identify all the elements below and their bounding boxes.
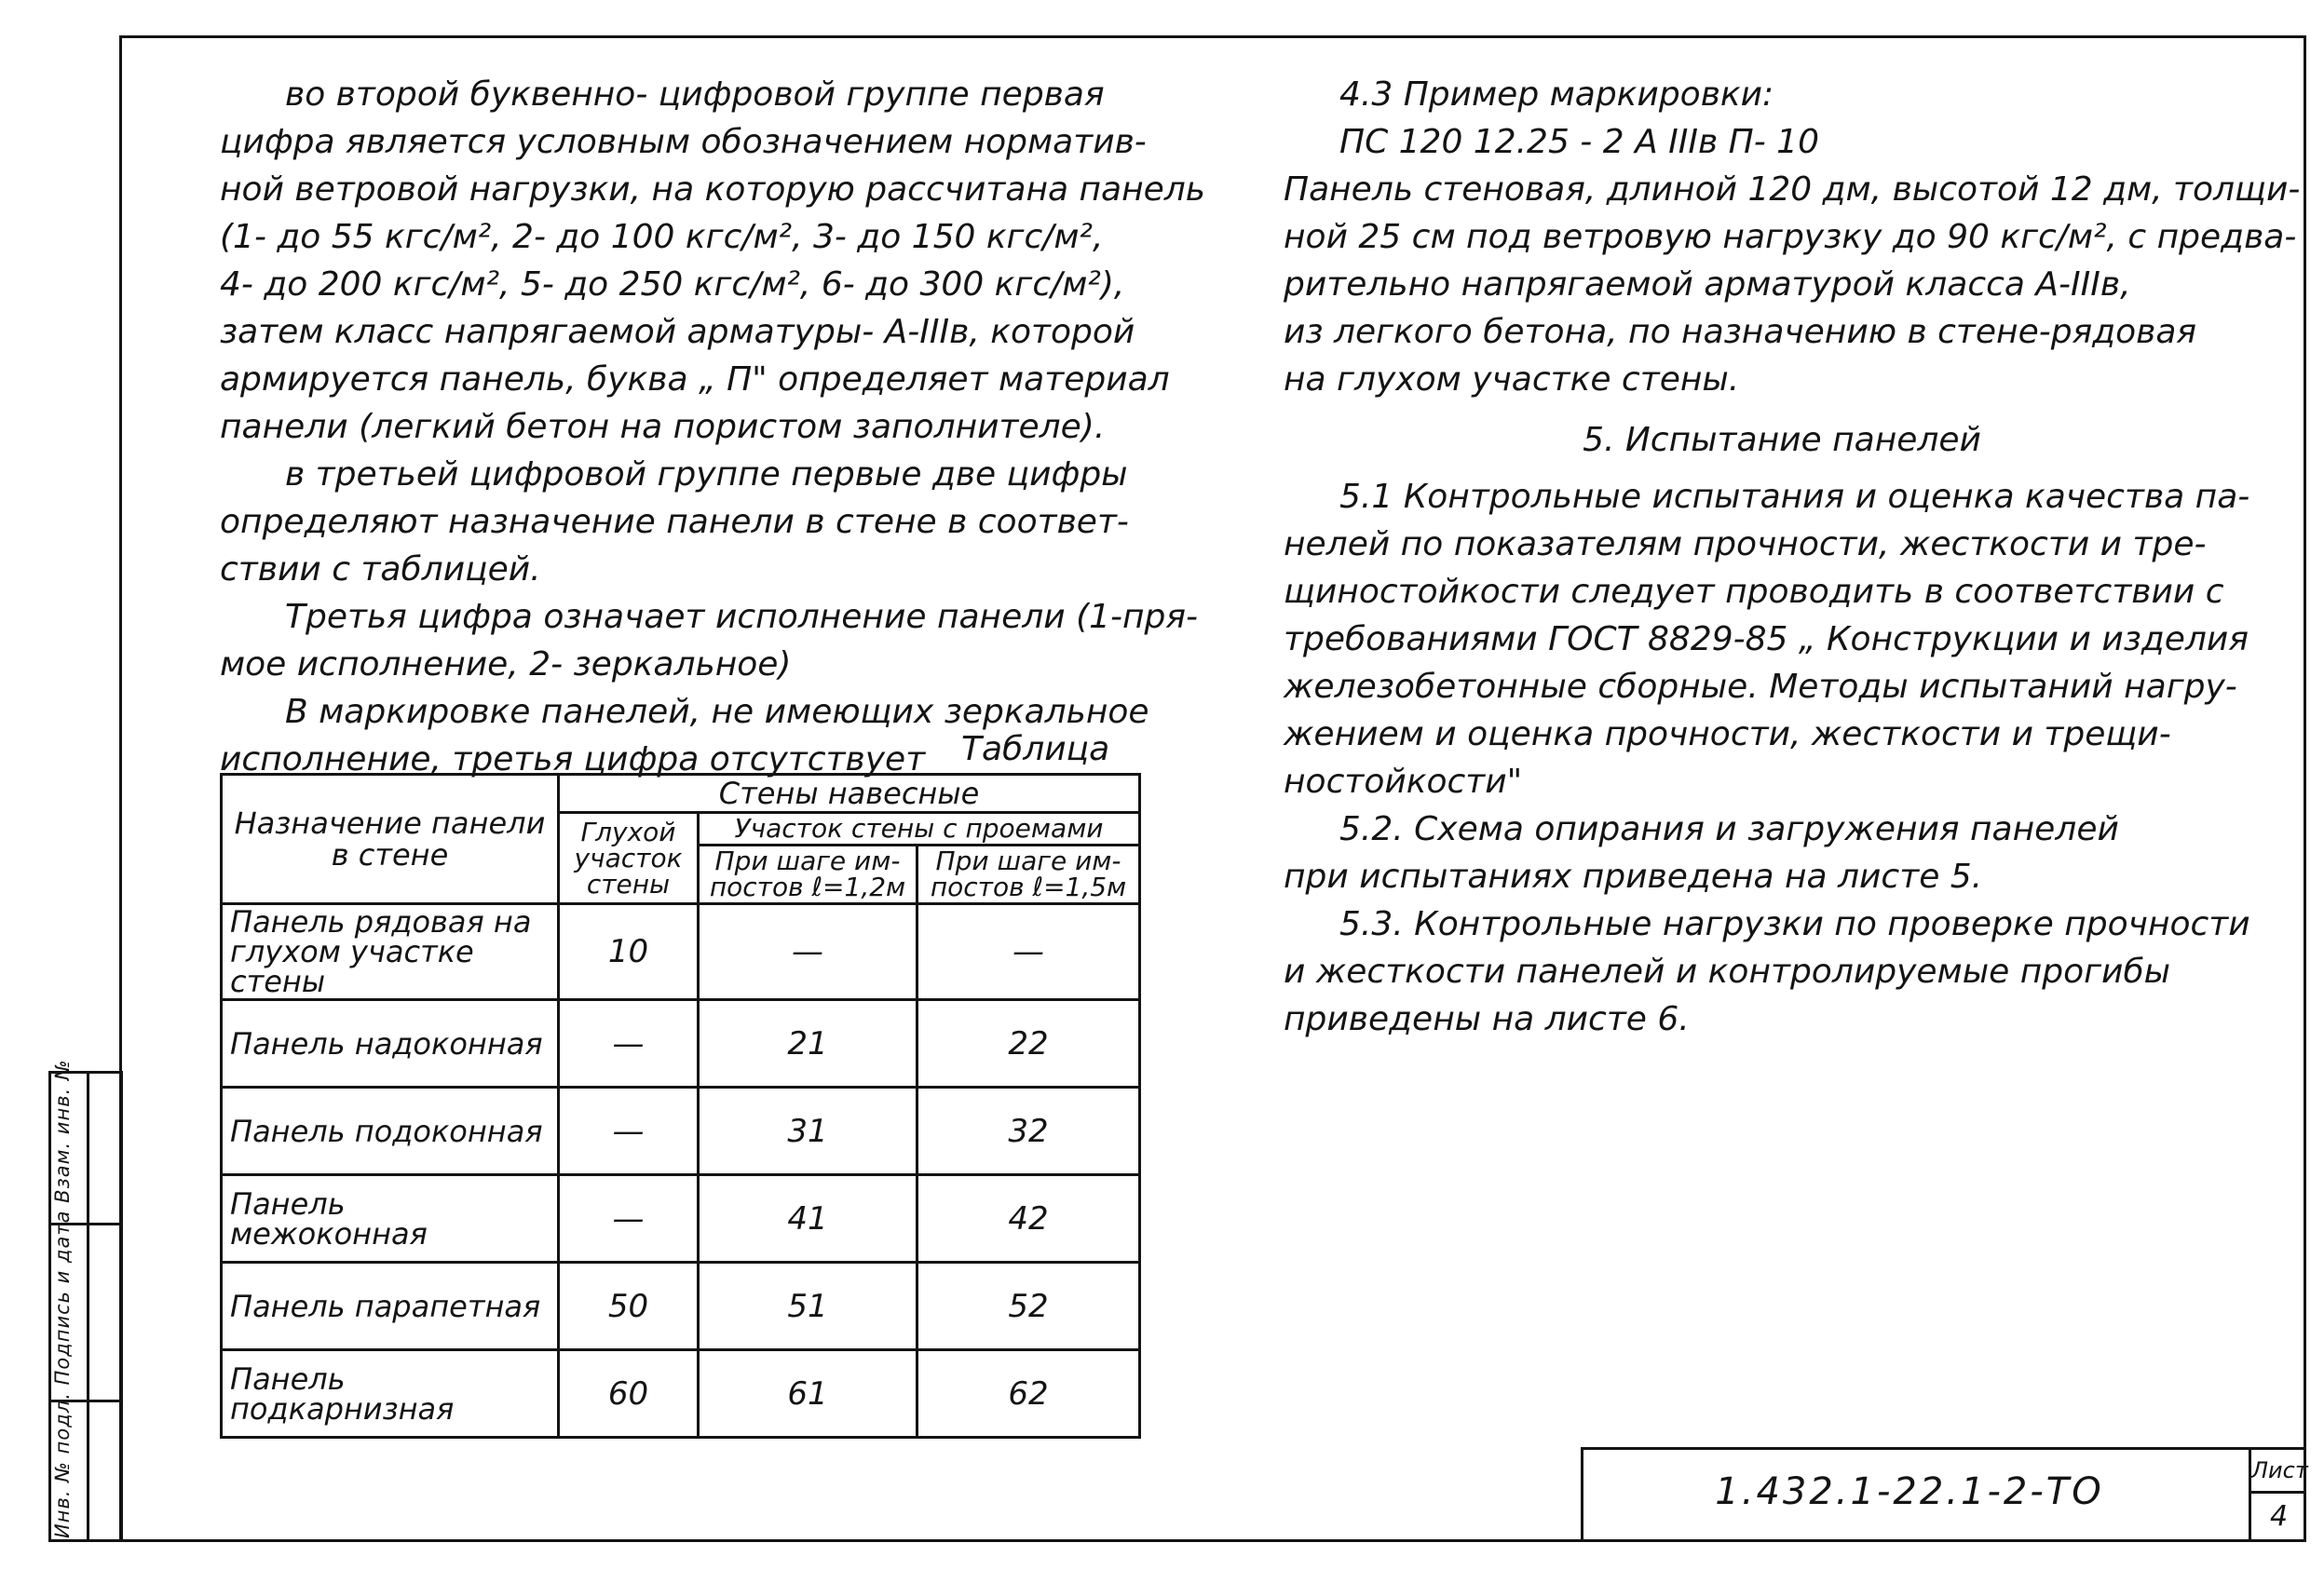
sheet-label: Лист [2251, 1450, 2306, 1494]
row-blind: 10 [559, 904, 699, 1000]
text-line: требованиями ГОСТ 8829-85 „ Конструкции и изделия [1284, 620, 2249, 658]
head-openings: Участок стены с проемами [699, 813, 1140, 846]
sheet-number: 4 [2269, 1500, 2289, 1533]
row-name: Панель рядовая на глухом участке стены [222, 904, 559, 1000]
title-block [1581, 1447, 2306, 1542]
panel-purpose-table [220, 773, 1141, 1439]
text-line: во второй буквенно- цифровой группе первая [285, 75, 1105, 114]
text-line: ной 25 см под ветровую нагрузку до 90 кгс/м², с предва- [1284, 218, 2297, 256]
text-line: ной ветровой нагрузки, на которую рассчитана панель [220, 170, 1205, 209]
row-step-12: 21 [699, 1000, 917, 1088]
row-blind: — [559, 1088, 699, 1175]
head-purpose: Назначение панели в стене [222, 775, 559, 904]
side-stamp-text: Инв. № подл. Подпись и дата Взам. инв. № [51, 1059, 74, 1538]
head-blind: Глухой участок стены [559, 813, 699, 904]
text-line: мое исполнение, 2- зеркальное) [220, 645, 792, 683]
text-line: Третья цифра означает исполнение панели (1-пря- [285, 598, 1199, 636]
text-line: приведены на листе 6. [1284, 1000, 1690, 1038]
table-row [222, 1000, 1140, 1088]
row-step-12: 61 [699, 1350, 917, 1438]
text-line: 5.1 Контрольные испытания и оценка качества па- [1339, 478, 2250, 516]
row-step-15: 52 [917, 1263, 1140, 1350]
row-blind: 60 [559, 1350, 699, 1438]
text-line: в третьей цифровой группе первые две цифры [285, 455, 1128, 494]
text-line: 4- до 200 кгс/м², 5- до 250 кгс/м², 6- до 300 кгс/м²), [220, 265, 1125, 304]
head-step-15: При шаге им-постов ℓ=1,5м [917, 846, 1140, 904]
table-row [222, 904, 1140, 1000]
text-line: и жесткости панелей и контролируемые прогибы [1284, 953, 2171, 991]
table-row [222, 1175, 1140, 1263]
text-line: 5.3. Контрольные нагрузки по проверке прочности [1339, 905, 2250, 943]
text-line: 5.2. Схема опирания и загружения панелей [1339, 810, 2119, 848]
text-line: нелей по показателям прочности, жесткости и тре- [1284, 525, 2207, 563]
table-caption: Таблица [961, 730, 1110, 768]
text-line: армируется панель, буква „ П" определяет материал [220, 360, 1170, 399]
table-row [222, 1350, 1140, 1438]
left-column [220, 71, 1205, 783]
head-walls: Стены навесные [559, 775, 1140, 813]
text-line: при испытаниях приведена на листе 5. [1284, 858, 1983, 896]
row-step-15: 62 [917, 1350, 1140, 1438]
example-heading: 4.3 Пример маркировки: [1339, 75, 1774, 114]
text-line: затем класс напрягаемой арматуры- А-IIIв, которой [220, 313, 1135, 351]
row-step-15: 32 [917, 1088, 1140, 1175]
text-line: щиностойкости следует проводить в соответствии с [1284, 573, 2224, 611]
section-title: 5. Испытание панелей [1583, 421, 1981, 459]
right-column [1284, 71, 2301, 1043]
text-line: жением и оценка прочности, жесткости и трещи- [1284, 715, 2171, 753]
row-blind: — [559, 1175, 699, 1263]
text-line: (1- до 55 кгс/м², 2- до 100 кгс/м², 3- до 150 кгс/м², [220, 218, 1104, 256]
row-step-15: — [917, 904, 1140, 1000]
text-line: Панель стеновая, длиной 120 дм, высотой 12 дм, толщи- [1284, 170, 2301, 209]
text-line: из легкого бетона, по назначению в стене-рядовая [1284, 313, 2197, 351]
row-step-12: 31 [699, 1088, 917, 1175]
document-code: 1.432.1-22.1-2-ТО [1715, 1470, 2104, 1513]
text-line: цифра является условным обозначением норматив- [220, 123, 1147, 161]
row-step-12: 51 [699, 1263, 917, 1350]
text-line: панели (легкий бетон на пористом заполнителе). [220, 408, 1106, 446]
row-step-12: — [699, 904, 917, 1000]
text-line: исполнение, третья цифра отсутствует [220, 740, 926, 778]
row-name: Панель межоконная [222, 1175, 559, 1263]
text-line: В маркировке панелей, не имеющих зеркальное [285, 693, 1149, 731]
text-line: ностойкости" [1284, 763, 1523, 801]
row-step-15: 42 [917, 1175, 1140, 1263]
row-blind: 50 [559, 1263, 699, 1350]
table-row [222, 1088, 1140, 1175]
example-code: ПС 120 12.25 - 2 А IIIв П- 10 [1339, 123, 1819, 161]
row-step-12: 41 [699, 1175, 917, 1263]
text-line: рительно напрягаемой арматурой класса А-IIIв, [1284, 265, 2131, 304]
text-line: определяют назначение панели в стене в соответ- [220, 503, 1129, 541]
row-step-15: 22 [917, 1000, 1140, 1088]
row-name: Панель парапетная [222, 1263, 559, 1350]
head-step-12: При шаге им-постов ℓ=1,2м [699, 846, 917, 904]
row-name: Панель подкарнизная [222, 1350, 559, 1438]
text-line: на глухом участке стены. [1284, 360, 1740, 399]
row-blind: — [559, 1000, 699, 1088]
row-name: Панель подоконная [222, 1088, 559, 1175]
text-line: ствии с таблицей. [220, 550, 541, 589]
row-name: Панель надоконная [222, 1000, 559, 1088]
sheet-box [2249, 1450, 2306, 1542]
text-line: железобетонные сборные. Методы испытаний нагру- [1284, 668, 2237, 706]
table-row [222, 1263, 1140, 1350]
